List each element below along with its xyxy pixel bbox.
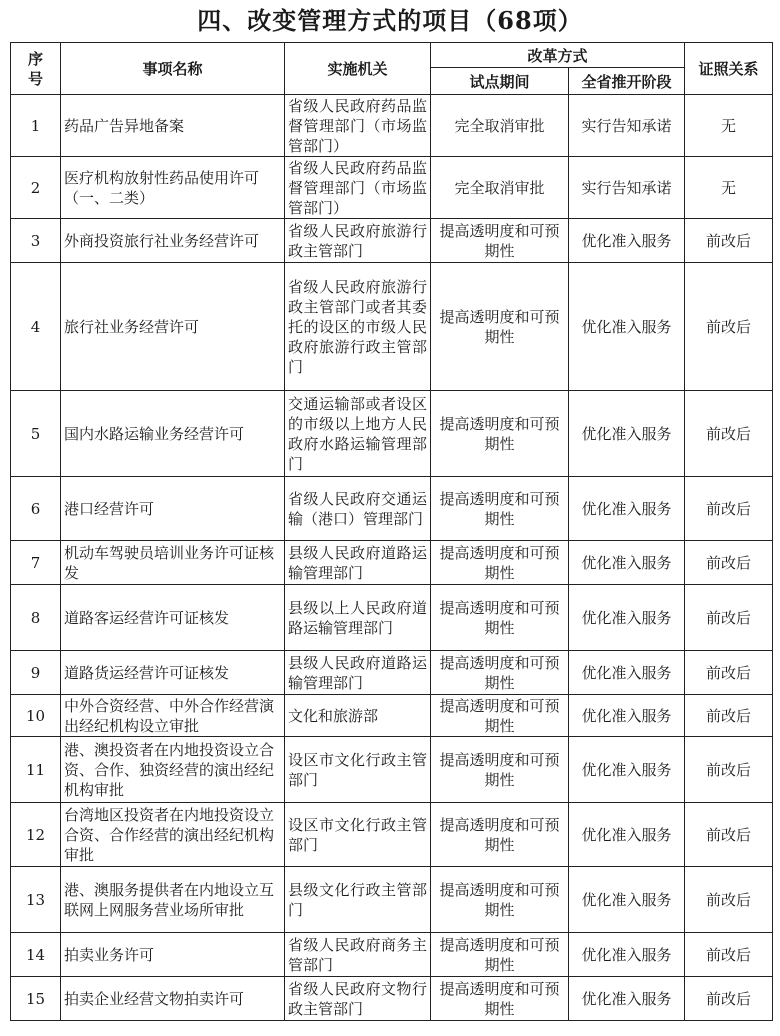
cell-relation: 前改后 bbox=[685, 803, 773, 867]
cell-name: 港、澳服务提供者在内地设立互联网上网服务营业场所审批 bbox=[61, 867, 285, 933]
cell-agency: 省级人民政府交通运输（港口）管理部门 bbox=[285, 477, 431, 541]
header-name: 事项名称 bbox=[61, 43, 285, 95]
cell-name: 道路客运经营许可证核发 bbox=[61, 585, 285, 651]
cell-num: 6 bbox=[11, 477, 61, 541]
table-row bbox=[11, 737, 773, 803]
table-row bbox=[11, 933, 773, 977]
cell-pilot: 提高透明度和可预期性 bbox=[431, 219, 569, 263]
cell-num: 1 bbox=[11, 95, 61, 157]
cell-agency: 设区市文化行政主管部门 bbox=[285, 737, 431, 803]
cell-pilot: 提高透明度和可预期性 bbox=[431, 263, 569, 391]
cell-relation: 前改后 bbox=[685, 541, 773, 585]
cell-province: 优化准入服务 bbox=[569, 391, 685, 477]
cell-name: 拍卖业务许可 bbox=[61, 933, 285, 977]
cell-name: 拍卖企业经营文物拍卖许可 bbox=[61, 977, 285, 1021]
cell-pilot: 提高透明度和可预期性 bbox=[431, 391, 569, 477]
cell-agency: 交通运输部或者设区的市级以上地方人民政府水路运输管理部门 bbox=[285, 391, 431, 477]
cell-name: 药品广告异地备案 bbox=[61, 95, 285, 157]
cell-province: 优化准入服务 bbox=[569, 651, 685, 695]
header-province: 全省推开阶段 bbox=[569, 68, 685, 95]
header-num-line2: 号 bbox=[27, 69, 43, 88]
table-row bbox=[11, 95, 773, 157]
table-row bbox=[11, 219, 773, 263]
cell-agency: 设区市文化行政主管部门 bbox=[285, 803, 431, 867]
table-row bbox=[11, 867, 773, 933]
cell-relation: 无 bbox=[685, 95, 773, 157]
cell-province: 优化准入服务 bbox=[569, 263, 685, 391]
table-body bbox=[11, 95, 773, 1021]
cell-num: 13 bbox=[11, 867, 61, 933]
cell-pilot: 提高透明度和可预期性 bbox=[431, 737, 569, 803]
cell-pilot: 提高透明度和可预期性 bbox=[431, 695, 569, 737]
cell-province: 优化准入服务 bbox=[569, 541, 685, 585]
table-row bbox=[11, 695, 773, 737]
cell-agency: 文化和旅游部 bbox=[285, 695, 431, 737]
header-num bbox=[11, 43, 61, 95]
cell-num: 11 bbox=[11, 737, 61, 803]
header-relation: 证照关系 bbox=[685, 43, 773, 95]
cell-agency: 县级以上人民政府道路运输管理部门 bbox=[285, 585, 431, 651]
cell-num: 8 bbox=[11, 585, 61, 651]
cell-name: 道路货运经营许可证核发 bbox=[61, 651, 285, 695]
cell-pilot: 提高透明度和可预期性 bbox=[431, 867, 569, 933]
cell-province: 优化准入服务 bbox=[569, 695, 685, 737]
cell-pilot: 完全取消审批 bbox=[431, 157, 569, 219]
table-row bbox=[11, 157, 773, 219]
cell-pilot: 提高透明度和可预期性 bbox=[431, 541, 569, 585]
cell-pilot: 完全取消审批 bbox=[431, 95, 569, 157]
cell-agency: 省级人民政府商务主管部门 bbox=[285, 933, 431, 977]
cell-num: 4 bbox=[11, 263, 61, 391]
cell-name: 港口经营许可 bbox=[61, 477, 285, 541]
cell-province: 实行告知承诺 bbox=[569, 95, 685, 157]
cell-agency: 省级人民政府药品监督管理部门（市场监管部门） bbox=[285, 95, 431, 157]
cell-num: 14 bbox=[11, 933, 61, 977]
header-agency: 实施机关 bbox=[285, 43, 431, 95]
cell-agency: 县级文化行政主管部门 bbox=[285, 867, 431, 933]
cell-agency: 省级人民政府药品监督管理部门（市场监管部门） bbox=[285, 157, 431, 219]
cell-num: 2 bbox=[11, 157, 61, 219]
cell-name: 外商投资旅行社业务经营许可 bbox=[61, 219, 285, 263]
cell-province: 优化准入服务 bbox=[569, 977, 685, 1021]
cell-name: 中外合资经营、中外合作经营演出经纪机构设立审批 bbox=[61, 695, 285, 737]
cell-province: 优化准入服务 bbox=[569, 219, 685, 263]
cell-name: 旅行社业务经营许可 bbox=[61, 263, 285, 391]
cell-province: 优化准入服务 bbox=[569, 933, 685, 977]
cell-num: 3 bbox=[11, 219, 61, 263]
table-row bbox=[11, 541, 773, 585]
cell-name: 医疗机构放射性药品使用许可（一、二类） bbox=[61, 157, 285, 219]
cell-num: 9 bbox=[11, 651, 61, 695]
cell-pilot: 提高透明度和可预期性 bbox=[431, 977, 569, 1021]
cell-name: 机动车驾驶员培训业务许可证核发 bbox=[61, 541, 285, 585]
header-row-top bbox=[11, 43, 773, 68]
cell-agency: 县级人民政府道路运输管理部门 bbox=[285, 651, 431, 695]
table-row bbox=[11, 585, 773, 651]
cell-province: 实行告知承诺 bbox=[569, 157, 685, 219]
cell-relation: 前改后 bbox=[685, 477, 773, 541]
cell-name: 港、澳投资者在内地投资设立合资、合作、独资经营的演出经纪机构审批 bbox=[61, 737, 285, 803]
table-row bbox=[11, 263, 773, 391]
header-pilot: 试点期间 bbox=[431, 68, 569, 95]
cell-province: 优化准入服务 bbox=[569, 477, 685, 541]
cell-relation: 前改后 bbox=[685, 219, 773, 263]
cell-pilot: 提高透明度和可预期性 bbox=[431, 477, 569, 541]
cell-agency: 县级人民政府道路运输管理部门 bbox=[285, 541, 431, 585]
header-num-line1: 序 bbox=[27, 49, 43, 68]
header-reform: 改革方式 bbox=[431, 43, 685, 68]
cell-pilot: 提高透明度和可预期性 bbox=[431, 933, 569, 977]
cell-num: 15 bbox=[11, 977, 61, 1021]
cell-relation: 前改后 bbox=[685, 867, 773, 933]
cell-num: 7 bbox=[11, 541, 61, 585]
reform-items-table bbox=[10, 42, 773, 1021]
cell-province: 优化准入服务 bbox=[569, 737, 685, 803]
cell-agency: 省级人民政府旅游行政主管部门 bbox=[285, 219, 431, 263]
cell-relation: 前改后 bbox=[685, 977, 773, 1021]
table-row bbox=[11, 803, 773, 867]
cell-name: 台湾地区投资者在内地投资设立合资、合作经营的演出经纪机构审批 bbox=[61, 803, 285, 867]
cell-name: 国内水路运输业务经营许可 bbox=[61, 391, 285, 477]
cell-relation: 前改后 bbox=[685, 933, 773, 977]
cell-relation: 前改后 bbox=[685, 585, 773, 651]
table-row bbox=[11, 477, 773, 541]
cell-agency: 省级人民政府旅游行政主管部门或者其委托的设区的市级人民政府旅游行政主管部门 bbox=[285, 263, 431, 391]
cell-relation: 前改后 bbox=[685, 695, 773, 737]
cell-relation: 前改后 bbox=[685, 651, 773, 695]
cell-relation: 无 bbox=[685, 157, 773, 219]
cell-num: 12 bbox=[11, 803, 61, 867]
table-row bbox=[11, 391, 773, 477]
cell-relation: 前改后 bbox=[685, 737, 773, 803]
table-row bbox=[11, 977, 773, 1021]
cell-num: 5 bbox=[11, 391, 61, 477]
table-row bbox=[11, 651, 773, 695]
cell-province: 优化准入服务 bbox=[569, 585, 685, 651]
cell-agency: 省级人民政府文物行政主管部门 bbox=[285, 977, 431, 1021]
cell-province: 优化准入服务 bbox=[569, 867, 685, 933]
cell-relation: 前改后 bbox=[685, 391, 773, 477]
page-title: 四、改变管理方式的项目（68项） bbox=[197, 6, 583, 35]
cell-num: 10 bbox=[11, 695, 61, 737]
cell-relation: 前改后 bbox=[685, 263, 773, 391]
cell-pilot: 提高透明度和可预期性 bbox=[431, 803, 569, 867]
cell-pilot: 提高透明度和可预期性 bbox=[431, 585, 569, 651]
cell-province: 优化准入服务 bbox=[569, 803, 685, 867]
cell-pilot: 提高透明度和可预期性 bbox=[431, 651, 569, 695]
